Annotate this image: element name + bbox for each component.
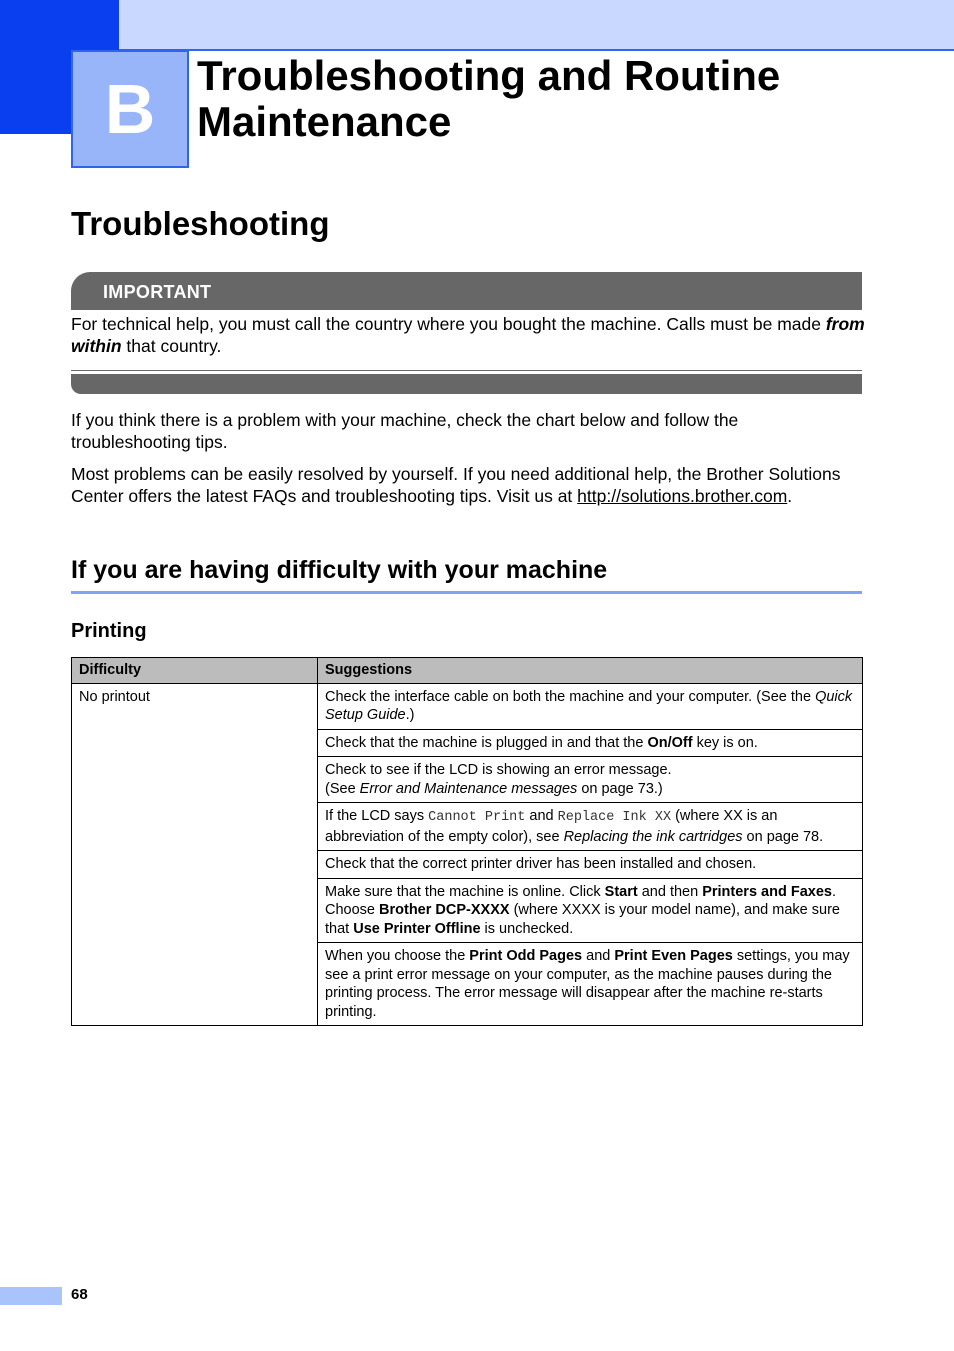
suggestion-cell: Check to see if the LCD is showing an error message. (See Error and Maintenance messages on page 73.) <box>318 757 863 803</box>
important-emphasis: from within <box>71 314 865 356</box>
printing-heading: Printing <box>71 620 147 642</box>
page-number-tab <box>0 1287 62 1305</box>
difficulty-cell: No printout <box>72 683 318 1026</box>
section-title: Troubleshooting <box>71 205 330 242</box>
table-row <box>72 683 863 729</box>
page-number: 68 <box>71 1286 88 1303</box>
suggestion-cell: Check the interface cable on both the machine and your computer. (See the Quick Setup Guide.) <box>318 683 863 729</box>
lcd-message-cannot-print: Cannot Print <box>428 810 526 825</box>
important-end-divider <box>71 370 862 371</box>
important-footer-bar <box>71 374 862 394</box>
suggestion-cell: When you choose the Print Odd Pages and Print Even Pages settings, you may see a print error message on your computer, as the machine pauses during the printing process. The error message will disappear after the machine re-starts printing. <box>318 943 863 1026</box>
important-header-bar <box>71 272 862 310</box>
important-text: For technical help, you must call the country where you bought the machine. Calls must be made from within that country. <box>71 314 865 356</box>
subsection-rule <box>71 591 862 594</box>
suggestion-cell: Check that the machine is plugged in and that the On/Off key is on. <box>318 729 863 757</box>
chapter-letter-box <box>71 50 189 168</box>
intro-paragraph-1: If you think there is a problem with your machine, check the chart below and follow the troubleshooting tips. <box>71 410 739 452</box>
subsection-title: If you are having difficulty with your machine <box>71 556 608 584</box>
solutions-center-link[interactable]: http://solutions.brother.com <box>577 486 788 506</box>
important-label: IMPORTANT <box>103 282 212 302</box>
suggestion-cell: Make sure that the machine is online. Click Start and then Printers and Faxes. Choose Brother DCP-XXXX (where XXXX is your model name), and make sure that Use Printer Offline is unchecked. <box>318 878 863 943</box>
intro-paragraph-2: Most problems can be easily resolved by yourself. If you need additional help, the Brother Solutions Center offers the latest FAQs and troubleshooting tips. Visit us at http://solutions.brother.com. <box>71 464 841 506</box>
lcd-message-replace-ink: Replace Ink XX <box>557 810 672 825</box>
table-header-row <box>72 658 863 684</box>
header-band <box>119 0 954 51</box>
suggestions-header: Suggestions <box>318 658 863 684</box>
printing-troubleshooting-table <box>71 657 863 1026</box>
suggestion-cell: If the LCD says Cannot Print and Replace Ink XX (where XX is an abbreviation of the empty color), see Replacing the ink cartridges on page 78. <box>318 803 863 851</box>
difficulty-header: Difficulty <box>72 658 318 684</box>
chapter-letter: B <box>104 70 156 148</box>
chapter-title: Troubleshooting and Routine Maintenance <box>197 52 781 145</box>
suggestion-cell: Check that the correct printer driver has been installed and chosen. <box>318 851 863 879</box>
